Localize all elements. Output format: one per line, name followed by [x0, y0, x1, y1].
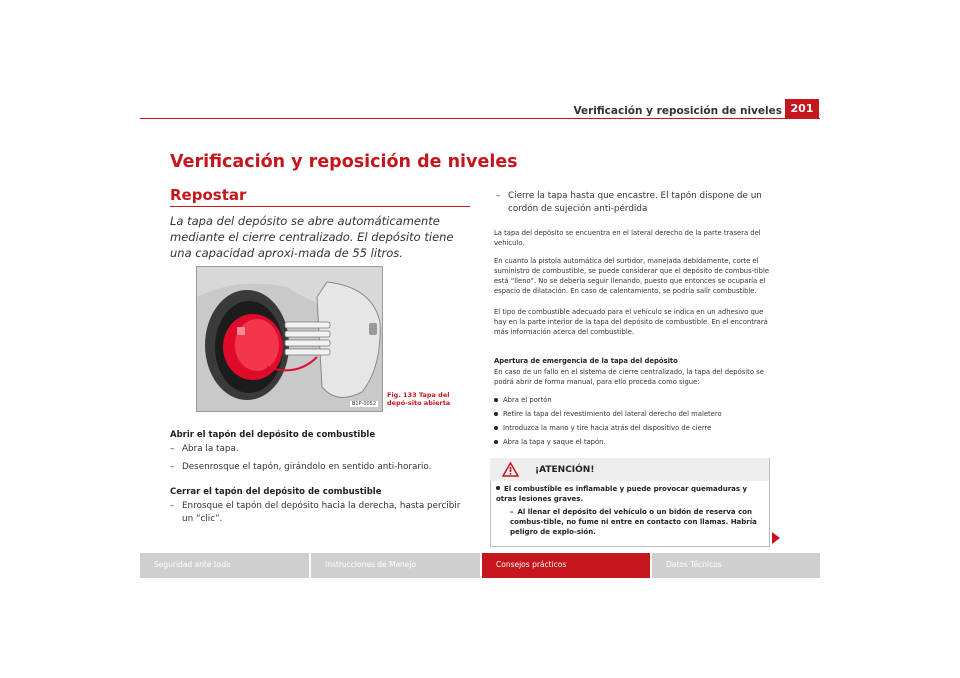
paragraph-fuel-type: El tipo de combustible adecuado para el vehículo se indica en un adhesivo que hay en la parte interior de la tapa del depósito de combustible. En el encontrará más información acerca del combustible. [494, 308, 768, 336]
subsection-title: Repostar [170, 186, 247, 204]
bullet-icon [494, 440, 498, 444]
tab-instrucciones[interactable]: Instrucciones de Manejo [311, 553, 480, 578]
emergency-bullet: Introduzca la mano y tire hacia atrás del dispositivo de cierre [494, 423, 772, 433]
dash: – [496, 191, 501, 201]
bullet-icon [494, 426, 498, 430]
page-number: 201 [785, 99, 819, 119]
fuel-cap-figure [196, 266, 383, 412]
close-step-2: – Cierre la tapa hasta que encastre. El tapón dispone de un cordón de sujeción anti-pérdida [496, 191, 762, 214]
section-title: Verificación y reposición de niveles [170, 152, 518, 172]
warning-text-2: – Al llenar el depósito del vehículo o un bidón de reserva con combus-tible, no fume ni entre en contacto con llamas. Habría peligro de explo-sión. [510, 508, 757, 536]
tab-datos[interactable]: Datos Técnicos [652, 553, 820, 578]
dash: – [510, 508, 514, 516]
next-page-arrow-icon[interactable] [772, 532, 780, 544]
warning-header [490, 458, 769, 481]
dash: – [170, 462, 175, 472]
running-header-title: Verificación y reposición de niveles [573, 105, 782, 117]
emergency-bullet: Retire la tapa del revestimiento del lateral derecho del maletero [494, 409, 772, 419]
bullet-icon [496, 486, 500, 490]
intro-text: La tapa del depósito se abre automáticamente mediante el cierre centralizado. El depósito tiene una capacidad aproxi-mada de 55 litros. [170, 214, 454, 260]
warning-triangle-icon [502, 462, 519, 477]
dash: – [170, 444, 175, 454]
dash: – [170, 501, 175, 511]
open-step-2: – Desenrosque el tapón, girándolo en sentido anti-horario. [170, 462, 432, 472]
figure-code: B1P-0052 [352, 401, 377, 407]
open-step-1: – Abra la tapa. [170, 444, 239, 454]
emergency-bullet: Abra la tapa y saque el tapón. [494, 437, 772, 447]
emergency-text: En caso de un fallo en el sistema de cierre centralizado, la tapa del depósito se podrá abrir de forma manual, para ello proceda como sigue: [494, 368, 764, 386]
header-rule [140, 118, 820, 119]
emergency-heading: Apertura de emergencia de la tapa del depósito [494, 357, 678, 365]
bullet-icon [494, 412, 498, 416]
figure-caption: Fig. 133 Tapa del depó-sito abierta [387, 391, 451, 407]
tab-consejos[interactable]: Consejos prácticos [482, 553, 650, 578]
open-heading: Abrir el tapón del depósito de combustible [170, 430, 376, 440]
tab-seguridad[interactable]: Seguridad ante todo [140, 553, 309, 578]
emergency-bullet: Abra el portón [494, 395, 772, 405]
close-step-1: – Enrosque el tapón del depósito hacia la derecha, hasta percibir un “clic”. [170, 501, 461, 524]
paragraph-location: La tapa del depósito se encuentra en el lateral derecho de la parte trasera del vehículo. [494, 229, 761, 247]
warning-text-1: El combustible es inflamable y puede provocar quemaduras y otras lesiones graves. [496, 485, 748, 503]
fuel-flap-illustration [197, 267, 382, 411]
close-heading: Cerrar el tapón del depósito de combustible [170, 487, 382, 497]
subsection-rule [170, 206, 470, 207]
bullet-icon [494, 398, 498, 402]
paragraph-filling: En cuanto la pistola automática del surtidor, manejada debidamente, corte el suministro de combustible, se puede considerar que el depósito de combus-tible está “lleno”. No se debería seguir llenando, puesto que entonces se ocuparía el espacio de dilatación. En caso de calentamiento, se podría salir combustible. [494, 257, 770, 295]
warning-title: ¡ATENCIÓN! [535, 465, 595, 475]
